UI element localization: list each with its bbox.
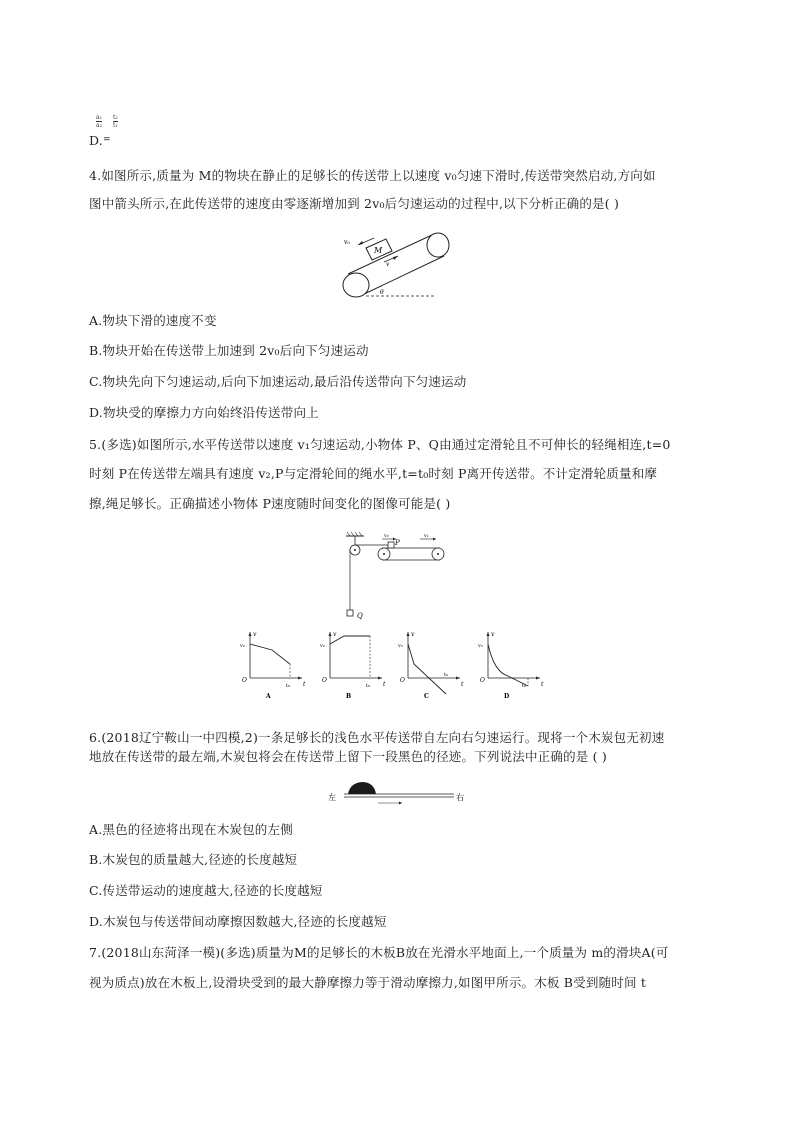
- svg-text:v₂: v₂: [398, 643, 403, 649]
- svg-text:O: O: [322, 677, 327, 684]
- q6-charcoal-belt-figure: [328, 780, 468, 808]
- svg-text:t₀: t₀: [444, 672, 449, 678]
- svg-text:O: O: [242, 677, 247, 684]
- svg-text:C: C: [424, 693, 429, 700]
- label-Q: Q: [357, 612, 363, 620]
- label-right: 右: [456, 793, 464, 802]
- q6-option-a: A.黑色的径迹将出现在木炭包的左侧: [89, 822, 293, 837]
- svg-text:v₂: v₂: [240, 643, 245, 649]
- q5-stem-line3: 擦,绳足够长。正确描述小物体 P速度随时间变化的图像可能是( ): [89, 496, 451, 511]
- svg-text:v: v: [491, 631, 495, 638]
- svg-text:B: B: [346, 693, 352, 700]
- q5-stem-line1: 5.(多选)如图所示,水平传送带以速度 v₁匀速运动,小物体 P、Q由通过定滑轮且不可伸长的轻绳相连,t=0: [89, 437, 671, 452]
- label-v2: v₂: [384, 533, 389, 539]
- q6-stem-line2: 地放在传送带的最左端,木炭包将会在传送带上留下一段黑色的径迹。下列说法中正确的是 ( ): [89, 749, 607, 764]
- graph-a: [239, 631, 306, 700]
- q7-stem-line1: 7.(2018山东菏泽一模)(多选)质量为M的足够长的木板B放在光滑水平地面上,一个质量为 m的滑块A(可: [89, 945, 669, 960]
- svg-text:t: t: [461, 681, 464, 688]
- svg-text:D: D: [504, 693, 510, 700]
- q5-velocity-graphs: [232, 628, 552, 700]
- svg-text:t: t: [303, 681, 306, 688]
- svg-text:v: v: [253, 631, 257, 638]
- graph-b: [319, 631, 386, 700]
- svg-text:O: O: [480, 677, 485, 684]
- q4-option-d: D.物块受的摩擦力方向始终沿传送带向上: [89, 405, 319, 420]
- label-P: P: [395, 539, 400, 547]
- q6-option-d: D.木炭包与传送带间动摩擦因数越大,径迹的长度越短: [89, 914, 387, 929]
- label-M: M: [374, 246, 383, 255]
- svg-text:t₀: t₀: [366, 683, 371, 689]
- q4-incline-conveyor-figure: [336, 222, 452, 302]
- charcoal-bag-icon: [348, 782, 376, 794]
- label-v: v: [386, 261, 390, 268]
- fraction-a: $\frac{\text{a₁}}{\text{a₂}}$: [96, 114, 102, 129]
- q4-stem-line1: 4.如图所示,质量为 M的物块在静止的足够长的传送带上以速度 v₀匀速下滑时,传送带突然启动,方向如: [89, 168, 656, 183]
- svg-text:v: v: [411, 631, 415, 638]
- svg-text:O: O: [400, 677, 405, 684]
- q6-option-b: B.木炭包的质量越大,径迹的长度越短: [89, 852, 298, 867]
- graph-c: [397, 631, 464, 700]
- q4-stem-line2: 图中箭头所示,在此传送带的速度由零逐渐增加到 2v₀后匀速运动的过程中,以下分析正确的是( ): [89, 196, 620, 211]
- svg-text:v₂: v₂: [478, 643, 483, 649]
- svg-text:t₀: t₀: [286, 683, 291, 689]
- svg-text:t₀: t₀: [522, 683, 527, 689]
- label-theta: θ: [380, 289, 384, 296]
- svg-text:A: A: [266, 693, 271, 700]
- q4-option-a: A.物块下滑的速度不变: [89, 313, 217, 328]
- q3-option-d: D.=: [89, 133, 111, 148]
- graph-d: [477, 631, 544, 700]
- q7-stem-line2: 视为质点)放在木板上,设滑块受到的最大静摩擦力等于滑动摩擦力,如图甲所示。木板 B受到随时间 t: [89, 975, 647, 990]
- label-v0: v₀: [344, 239, 350, 246]
- q6-stem-line1: 6.(2018辽宁鞍山一中四模,2)一条足够长的浅色水平传送带自左向右匀速运行。现将一个木炭包无初速: [89, 730, 665, 745]
- label-left: 左: [328, 793, 336, 802]
- q5-pulley-conveyor-figure: [344, 530, 454, 622]
- svg-text:v: v: [333, 631, 337, 638]
- svg-text:t: t: [383, 681, 386, 688]
- q4-option-c: C.物块先向下匀速运动,后向下加速运动,最后沿传送带向下匀速运动: [89, 374, 467, 389]
- q5-stem-line2: 时刻 P在传送带左端具有速度 v₂,P与定滑轮间的绳水平,t=t₀时刻 P离开传送带。不计定滑轮质量和摩: [89, 466, 658, 481]
- svg-text:v₂: v₂: [320, 643, 325, 649]
- fraction-t: $\frac{\text{t₂}}{\text{t₁}}$: [113, 114, 118, 129]
- q6-option-c: C.传送带运动的速度越大,径迹的长度越短: [89, 883, 323, 898]
- label-v1: v₁: [424, 533, 429, 539]
- svg-text:t: t: [541, 681, 544, 688]
- q4-option-b: B.物块开始在传送带上加速到 2v₀后向下匀速运动: [89, 343, 369, 358]
